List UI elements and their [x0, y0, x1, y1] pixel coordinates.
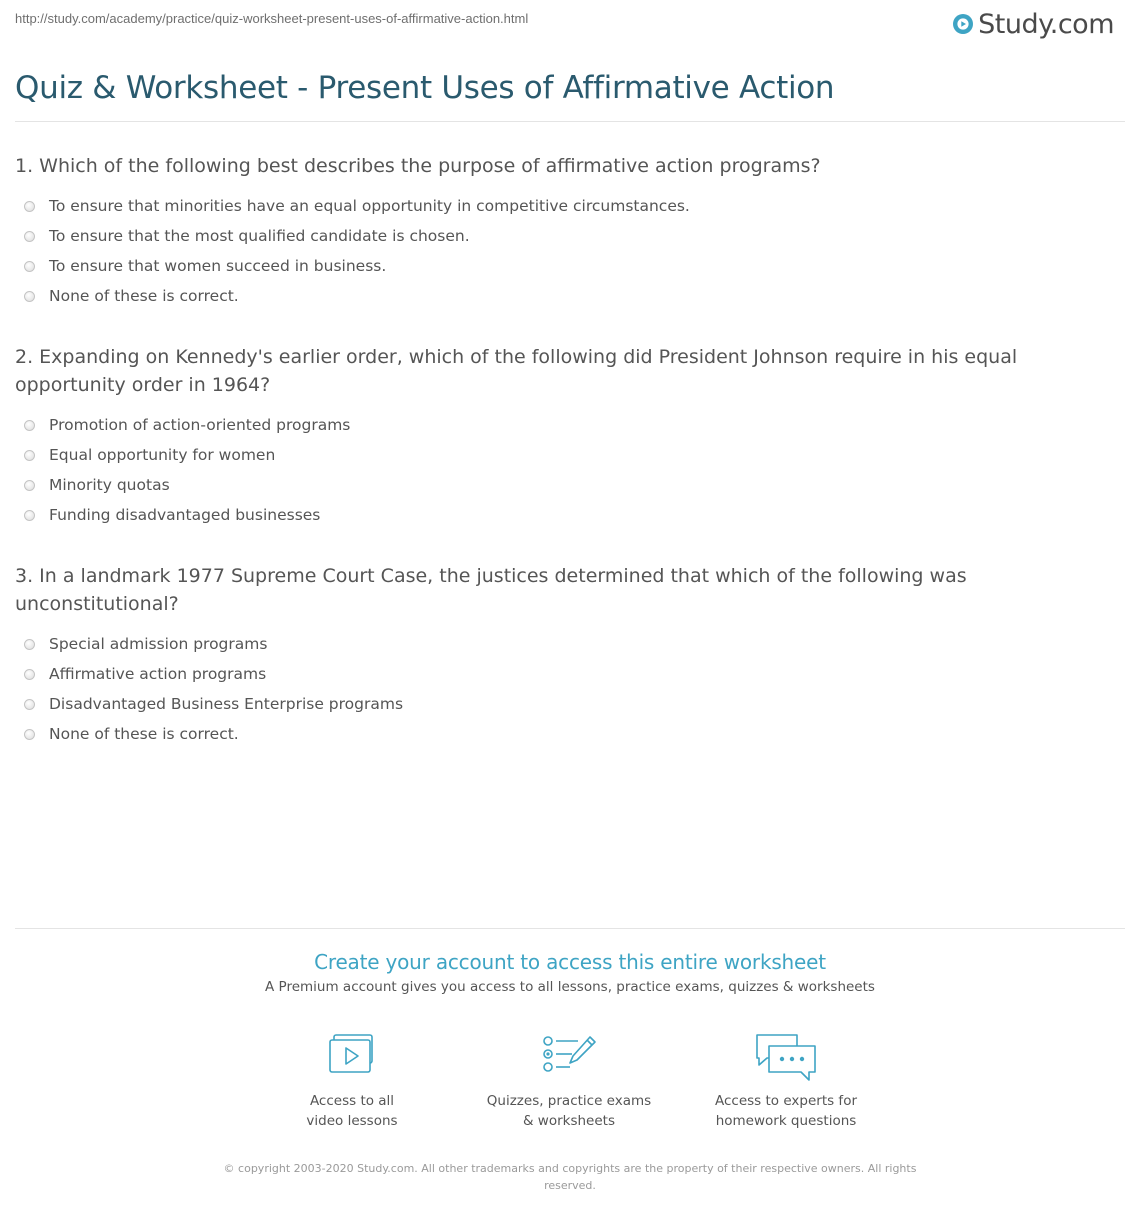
feature-quizzes	[469, 1032, 669, 1131]
radio-button[interactable]	[24, 639, 35, 650]
title-divider	[15, 121, 1125, 122]
answer-label[interactable]: To ensure that the most qualified candidate is chosen.	[49, 227, 470, 245]
feature-line2: video lessons	[306, 1113, 398, 1129]
top-bar	[0, 0, 1140, 50]
answer-label[interactable]: None of these is correct.	[49, 287, 239, 305]
radio-button[interactable]	[24, 510, 35, 521]
question-list	[15, 152, 1125, 781]
chat-bubbles-icon	[753, 1032, 819, 1086]
answer-list	[15, 622, 1125, 756]
answer-label[interactable]: To ensure that minorities have an equal opportunity in competitive circumstances.	[49, 197, 690, 215]
copyright-text: © copyright 2003-2020 Study.com. All other trademarks and copyrights are the property of their respective owners. All rights reserved.	[223, 1162, 917, 1192]
radio-button[interactable]	[24, 729, 35, 740]
question-text: 1. Which of the following best describes the purpose of affirmative action programs?	[15, 155, 821, 177]
radio-button[interactable]	[24, 450, 35, 461]
answer-option[interactable]	[15, 274, 1125, 318]
cta-subtitle: A Premium account gives you access to all lessons, practice exams, quizzes & worksheets	[265, 979, 875, 995]
feature-experts	[686, 1032, 886, 1131]
radio-button[interactable]	[24, 699, 35, 710]
radio-button[interactable]	[24, 231, 35, 242]
page-url[interactable]: http://study.com/academy/practice/quiz-worksheet-present-uses-of-affirmative-action.html	[15, 11, 529, 26]
question-2	[15, 343, 1125, 537]
answer-label[interactable]: Funding disadvantaged businesses	[49, 506, 321, 524]
answer-label[interactable]: Promotion of action-oriented programs	[49, 416, 351, 434]
radio-button[interactable]	[24, 291, 35, 302]
answer-option[interactable]	[15, 493, 1125, 537]
cta-title[interactable]: Create your account to access this entire worksheet	[314, 950, 826, 974]
radio-button[interactable]	[24, 669, 35, 680]
question-3	[15, 562, 1125, 756]
study-logo[interactable]	[952, 6, 1114, 42]
answer-label[interactable]: None of these is correct.	[49, 725, 239, 743]
page-title: Quiz & Worksheet - Present Uses of Affirmative Action	[15, 70, 835, 106]
feature-line2: homework questions	[715, 1113, 857, 1129]
question-text: 2. Expanding on Kennedy's earlier order, which of the following did President Johnson require in his equal opportunity order in 1964?	[15, 346, 1018, 396]
logo-text: Study.com	[978, 8, 1114, 40]
radio-button[interactable]	[24, 420, 35, 431]
radio-button[interactable]	[24, 480, 35, 491]
question-1	[15, 152, 1125, 318]
feature-line1: Access to all	[309, 1093, 395, 1109]
play-circle-icon	[952, 13, 974, 35]
radio-button[interactable]	[24, 261, 35, 272]
quiz-checklist-icon	[540, 1032, 598, 1078]
signup-cta	[0, 950, 1140, 995]
radio-button[interactable]	[24, 201, 35, 212]
feature-line1: Quizzes, practice exams	[486, 1093, 652, 1109]
answer-label[interactable]: To ensure that women succeed in business.	[49, 257, 387, 275]
question-text: 3. In a landmark 1977 Supreme Court Case, the justices determined that which of the following was unconstitutional?	[15, 565, 967, 615]
answer-list	[15, 403, 1125, 537]
answer-label[interactable]: Special admission programs	[49, 635, 268, 653]
answer-label[interactable]: Equal opportunity for women	[49, 446, 276, 464]
answer-label[interactable]: Minority quotas	[49, 476, 170, 494]
feature-line1: Access to experts for	[714, 1093, 857, 1109]
answer-option[interactable]	[15, 712, 1125, 756]
answer-label[interactable]: Affirmative action programs	[49, 665, 267, 683]
answer-label[interactable]: Disadvantaged Business Enterprise programs	[49, 695, 404, 713]
video-lessons-icon	[326, 1032, 378, 1078]
feature-line2: & worksheets	[522, 1113, 615, 1129]
cta-divider	[15, 928, 1125, 929]
feature-video-lessons	[252, 1032, 452, 1131]
answer-list	[15, 184, 1125, 318]
